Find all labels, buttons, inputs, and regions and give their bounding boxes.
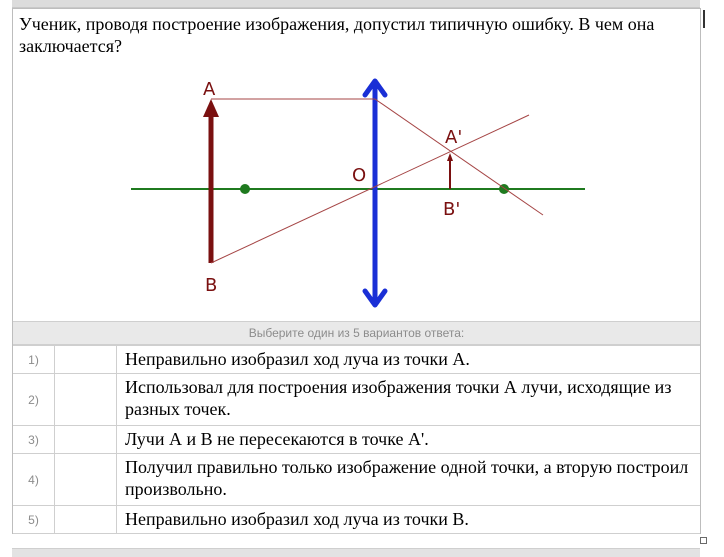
focus-point-left xyxy=(240,184,250,194)
resize-handle[interactable] xyxy=(700,537,707,544)
question-text: Ученик, проводя построение изображения, допустил типичную ошибку. В чем она заключается? xyxy=(19,14,655,56)
label-o: O xyxy=(352,165,367,186)
lens-diagram xyxy=(123,69,593,319)
answer-option-2[interactable] xyxy=(13,374,700,426)
answer-option-4[interactable] xyxy=(13,454,700,506)
option-text: Неправильно изобразил ход луча из точки В. xyxy=(125,509,469,529)
option-text: Получил правильно только изображение одной точки, а вторую построил произвольно. xyxy=(125,457,689,499)
label-b: B xyxy=(205,275,218,296)
label-b-prime: B' xyxy=(443,199,461,220)
answer-prompt: Выберите один из 5 вариантов ответа: xyxy=(13,321,700,345)
option-selector[interactable] xyxy=(55,506,117,533)
answer-option-5[interactable] xyxy=(13,506,700,534)
image-arrow-head xyxy=(447,153,453,161)
previous-task-strip xyxy=(12,0,700,8)
option-text: Использовал для построения изображения точки А лучи, исходящие из разных точек. xyxy=(125,377,672,419)
text-cursor xyxy=(703,10,705,28)
ray-refracted xyxy=(375,99,543,215)
option-number: 4) xyxy=(13,454,55,505)
option-selector[interactable] xyxy=(55,426,117,453)
question-card xyxy=(12,8,701,534)
label-a: A xyxy=(203,79,216,100)
option-selector[interactable] xyxy=(55,346,117,373)
answer-option-3[interactable] xyxy=(13,426,700,454)
option-selector[interactable] xyxy=(55,374,117,425)
option-number: 1) xyxy=(13,346,55,373)
answer-option-1[interactable] xyxy=(13,345,700,374)
option-number: 3) xyxy=(13,426,55,453)
option-number: 2) xyxy=(13,374,55,425)
option-selector[interactable] xyxy=(55,454,117,505)
object-arrow-head xyxy=(203,99,219,117)
label-a-prime: A' xyxy=(445,127,463,148)
option-number: 5) xyxy=(13,506,55,533)
option-text: Лучи А и В не пересекаются в точке А'. xyxy=(125,429,429,449)
answer-options xyxy=(13,345,700,534)
option-text: Неправильно изобразил ход луча из точки А. xyxy=(125,349,470,369)
